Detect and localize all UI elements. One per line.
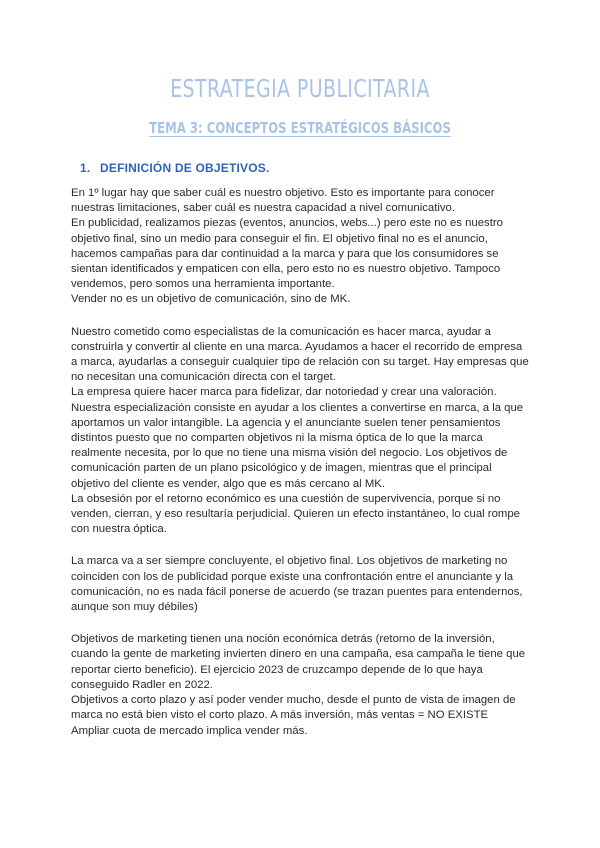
paragraph: La obsesión por el retorno económico es una cuestión de supervivencia, porque si no venden, cierran, y eso resultaría perjudicial. Quieren un efecto instantáneo, lo cual rompe con nuestra óptica. [71,492,520,536]
section-heading [80,161,270,175]
paragraph: Objetivos a corto plazo y así poder vender mucho, desde el punto de vista de imagen de marca no está bien visto el corto plazo. A más inversión, más ventas = NO EXISTE Ampliar cuota de mercado implica vender más. [71,694,516,737]
paragraph: Vender no es un objetivo de comunicación, sino de MK. [71,293,351,306]
paragraph: Nuestra especialización consiste en ayudar a los clientes a convertirse en marca, a la que aportamos un valor intangible. La agencia y el anunciante suelen tener pensamientos distintos puesto que no comparten objetivos ni la misma óptica de lo que la marca realmente necesita, por lo que no tiene una misma visión del negocio. Los objetivos de comunicación parten de un plano psicológico y de imagen, mientras que el principal objetivo del cliente es vender, algo que es más cercano al MK. [71,401,524,490]
paragraph: En publicidad, realizamos piezas (eventos, anuncios, webs...) pero este no es nuestro objetivo final, sino un medio para conseguir el fin. El objetivo final no es el anuncio, hacemos campañas para dar continuidad a la marca y para que los consumidores se sientan identificados y empaticen con ella, pero esto no es nuestro objetivo. Tampoco vendemos, pero somos una herramienta importante. [71,217,503,291]
section-heading-text: DEFINICIÓN DE OBJETIVOS. [100,161,270,175]
paragraph: Nuestro cometido como especialistas de la comunicación es hacer marca, ayudar a construirla y convertir al cliente en una marca. Ayudamos a hacer el recorrido de empresa a marca, ayudarlas a conseguir cualquier tipo de relación con su target. Hay empresas que no necesitan una comunicación directa con el target. [71,325,529,384]
section-number: 1. [80,161,91,175]
paragraph: En 1º lugar hay que saber cuál es nuestro objetivo. Esto es importante para conocer nuestras limitaciones, saber cuál es nuestra capacidad a nivel comunicativo. [71,187,495,215]
paragraph: La empresa quiere hacer marca para fidelizar, dar notoriedad y crear una valoración. [71,386,497,399]
paragraph: Objetivos de marketing tienen una noción económica detrás (retorno de la inversión, cuando la gente de marketing invierten dinero en una campaña, esa campaña le tiene que reportar cierto beneficio). El ejercicio 2023 de cruzcampo depende de lo que haya conseguido Radler en 2022. [71,633,526,691]
document-subtitle [66,119,534,137]
document-body [71,186,529,739]
subtitle-text: TEMA 3: CONCEPTOS ESTRATÉGICOS BÁSICOS [149,119,451,137]
document-title: ESTRATEGIA PUBLICITARIA [170,74,430,103]
paragraph: La marca va a ser siempre concluyente, el objetivo final. Los objetivos de marketing no coinciden con los de publicidad porque existe una confrontación entre el anunciante y la comunicación, no es nada fácil ponerse de acuerdo (se trazan puentes para entendernos, aunque son muy débiles) [71,555,523,614]
